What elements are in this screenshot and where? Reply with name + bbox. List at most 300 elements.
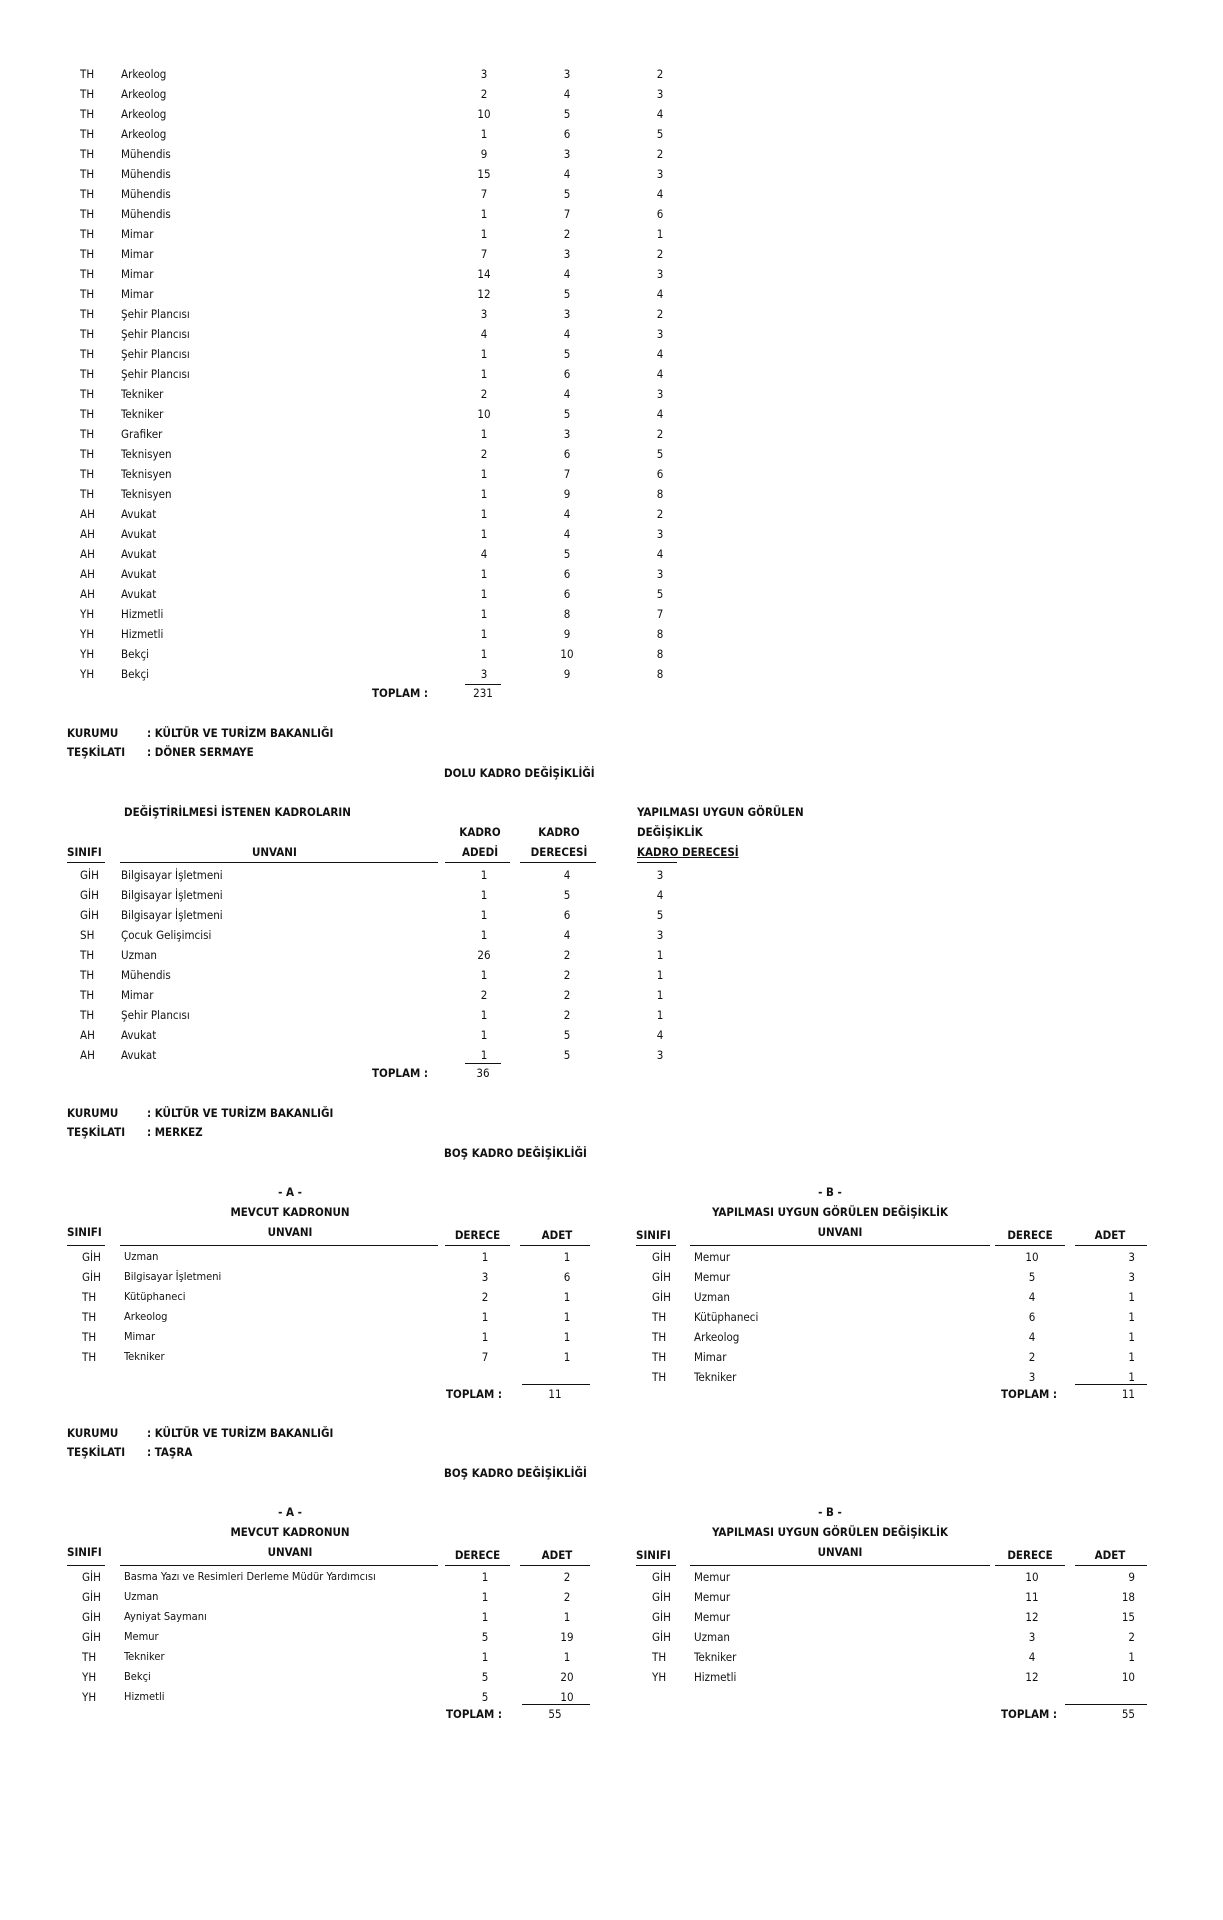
row-kadro-derecesi: 4 [563, 167, 571, 181]
left-row-unvani: Tekniker [124, 1650, 165, 1663]
row-sinifi: YH [80, 607, 95, 621]
row-kadro-adedi: 7 [480, 187, 488, 201]
right-row-unvani: Arkeolog [694, 1330, 740, 1344]
row-kadro-adedi: 1 [480, 227, 488, 241]
kurumu-value: : KÜLTÜR VE TURİZM BAKANLIĞI [147, 726, 334, 740]
row-uygun-derece: 7 [656, 607, 664, 621]
left-row-unvani: Arkeolog [124, 1310, 168, 1323]
row-sinifi: TH [80, 247, 95, 261]
row-kadro-adedi: 15 [477, 167, 491, 181]
teskilati-label: TEŞKİLATI [67, 745, 126, 759]
row-kadro-derecesi: 4 [563, 868, 571, 882]
row-kadro-derecesi: 2 [563, 968, 571, 982]
table-row [0, 1005, 1223, 1025]
right-header-sinifi: SINIFI [636, 1228, 671, 1242]
row-unvani: Arkeolog [121, 67, 167, 81]
left-header-adet: ADET [541, 1228, 573, 1242]
left-total-label: TOPLAM : [446, 1387, 503, 1401]
right-header-derece: DERECE [1007, 1228, 1053, 1242]
table-row [0, 364, 1223, 384]
right-row-unvani: Mimar [694, 1350, 727, 1364]
header-right-line3: KADRO DERECESİ [637, 845, 739, 859]
row-uygun-derece: 3 [656, 267, 664, 281]
row-uygun-derece: 2 [656, 427, 664, 441]
row-kadro-derecesi: 9 [563, 487, 571, 501]
row-unvani: Şehir Plancısı [121, 1008, 190, 1022]
row-sinifi: AH [80, 547, 95, 561]
rule-kadro-adedi [445, 862, 510, 863]
right-row-derece: 10 [1025, 1250, 1039, 1264]
left-row-sinifi: GİH [82, 1630, 101, 1644]
row-uygun-derece: 2 [656, 507, 664, 521]
left-row-sinifi: GİH [82, 1610, 101, 1624]
left-row-adet: 2 [563, 1590, 571, 1604]
header-right-line1: YAPILMASI UYGUN GÖRÜLEN [637, 805, 804, 819]
row-unvani: Hizmetli [121, 627, 164, 641]
row-kadro-derecesi: 7 [563, 467, 571, 481]
left-header-unvani: UNVANI [267, 1225, 313, 1239]
row-unvani: Mühendis [121, 207, 171, 221]
table-row [0, 1567, 1223, 1587]
table-row [0, 264, 1223, 284]
table-row [0, 604, 1223, 624]
table-row [0, 84, 1223, 104]
part-a-title: MEVCUT KADRONUN [230, 1525, 350, 1539]
row-uygun-derece: 3 [656, 1048, 664, 1062]
row-unvani: Bekçi [121, 667, 150, 681]
part-a-mark: - A - [278, 1185, 302, 1199]
row-kadro-derecesi: 4 [563, 507, 571, 521]
left-row-adet: 1 [563, 1290, 571, 1304]
row-sinifi: TH [80, 487, 95, 501]
row-uygun-derece: 8 [656, 647, 664, 661]
row-kadro-adedi: 1 [480, 127, 488, 141]
left-row-adet: 1 [563, 1250, 571, 1264]
row-kadro-derecesi: 2 [563, 988, 571, 1002]
row-kadro-adedi: 1 [480, 507, 488, 521]
row-kadro-adedi: 1 [480, 487, 488, 501]
row-sinifi: SH [80, 928, 95, 942]
row-uygun-derece: 2 [656, 67, 664, 81]
table-row [0, 624, 1223, 644]
row-kadro-adedi: 9 [480, 147, 488, 161]
row-kadro-adedi: 1 [480, 928, 488, 942]
header-kadro-adedi-2: ADEDİ [461, 845, 499, 859]
row-kadro-derecesi: 4 [563, 527, 571, 541]
row-unvani: Mimar [121, 227, 154, 241]
left-row-sinifi: TH [82, 1330, 97, 1344]
row-kadro-derecesi: 2 [563, 1008, 571, 1022]
teskilati-label: TEŞKİLATI [67, 1125, 126, 1139]
row-unvani: Grafiker [121, 427, 163, 441]
right-row-sinifi: GİH [652, 1570, 671, 1584]
row-sinifi: TH [80, 67, 95, 81]
row-uygun-derece: 1 [656, 227, 664, 241]
row-uygun-derece: 8 [656, 667, 664, 681]
row-unvani: Avukat [121, 1028, 157, 1042]
left-row-adet: 1 [563, 1310, 571, 1324]
teskilati-value: : TAŞRA [147, 1445, 193, 1459]
row-sinifi: AH [80, 507, 95, 521]
row-uygun-derece: 4 [656, 187, 664, 201]
row-kadro-adedi: 3 [480, 667, 488, 681]
right-row-unvani: Memur [694, 1610, 731, 1624]
left-header-unvani: UNVANI [267, 1545, 313, 1559]
left-row-derece: 1 [481, 1250, 489, 1264]
row-kadro-adedi: 1 [480, 908, 488, 922]
row-kadro-derecesi: 9 [563, 627, 571, 641]
row-kadro-derecesi: 8 [563, 607, 571, 621]
table-row [0, 544, 1223, 564]
row-unvani: Tekniker [121, 407, 164, 421]
row-uygun-derece: 4 [656, 107, 664, 121]
left-row-unvani: Hizmetli [124, 1690, 165, 1703]
row-unvani: Hizmetli [121, 607, 164, 621]
row-uygun-derece: 5 [656, 908, 664, 922]
row-uygun-derece: 1 [656, 948, 664, 962]
row-kadro-derecesi: 5 [563, 888, 571, 902]
left-row-derece: 2 [481, 1290, 489, 1304]
left-row-adet: 6 [563, 1270, 571, 1284]
left-row-derece: 7 [481, 1350, 489, 1364]
table-row [0, 244, 1223, 264]
table-row [0, 885, 1223, 905]
left-row-derece: 1 [481, 1650, 489, 1664]
table-row [0, 905, 1223, 925]
row-unvani: Mimar [121, 287, 154, 301]
row-uygun-derece: 4 [656, 547, 664, 561]
row-kadro-adedi: 2 [480, 87, 488, 101]
left-row-unvani: Bekçi [124, 1670, 151, 1683]
left-row-sinifi: TH [82, 1650, 97, 1664]
row-unvani: Mühendis [121, 187, 171, 201]
table-row [0, 1307, 1223, 1327]
row-uygun-derece: 1 [656, 988, 664, 1002]
row-uygun-derece: 3 [656, 928, 664, 942]
row-uygun-derece: 3 [656, 167, 664, 181]
row-unvani: Mimar [121, 267, 154, 281]
left-row-derece: 5 [481, 1670, 489, 1684]
right-total-rule [1065, 1704, 1147, 1705]
header-kadro-adedi-1: KADRO [459, 825, 501, 839]
right-header-unvani: UNVANI [817, 1225, 863, 1239]
table-row [0, 504, 1223, 524]
left-header-adet: ADET [541, 1548, 573, 1562]
rule [520, 1565, 590, 1566]
section1-total-value: 36 [476, 1066, 490, 1080]
left-row-sinifi: TH [82, 1290, 97, 1304]
table-row [0, 965, 1223, 985]
row-kadro-adedi: 1 [480, 607, 488, 621]
row-kadro-adedi: 2 [480, 387, 488, 401]
row-sinifi: AH [80, 1048, 95, 1062]
left-row-sinifi: GİH [82, 1250, 101, 1264]
header-right-line2: DEĞİŞİKLİK [637, 825, 703, 839]
rule-kadro-derecesi [520, 862, 596, 863]
kurumu-value: : KÜLTÜR VE TURİZM BAKANLIĞI [147, 1426, 334, 1440]
right-row-sinifi: YH [652, 1670, 667, 1684]
row-uygun-derece: 5 [656, 127, 664, 141]
left-row-sinifi: YH [82, 1690, 97, 1704]
right-row-adet: 9 [1128, 1570, 1135, 1584]
part-b-title: YAPILMASI UYGUN GÖRÜLEN DEĞİŞİKLİK [711, 1525, 948, 1539]
row-sinifi: TH [80, 1008, 95, 1022]
right-row-unvani: Memur [694, 1570, 731, 1584]
left-row-adet: 1 [563, 1350, 571, 1364]
row-uygun-derece: 3 [656, 387, 664, 401]
row-unvani: Şehir Plancısı [121, 367, 190, 381]
row-unvani: Şehir Plancısı [121, 347, 190, 361]
row-sinifi: YH [80, 647, 95, 661]
row-sinifi: TH [80, 948, 95, 962]
right-row-derece: 12 [1025, 1610, 1039, 1624]
row-sinifi: TH [80, 227, 95, 241]
row-kadro-derecesi: 6 [563, 127, 571, 141]
rule [995, 1245, 1065, 1246]
table-row [0, 1667, 1223, 1687]
row-unvani: Çocuk Gelişimcisi [121, 928, 212, 942]
right-total-value: 11 [1121, 1387, 1135, 1401]
row-unvani: Mimar [121, 988, 154, 1002]
table-row [0, 564, 1223, 584]
part-b-mark: - B - [818, 1185, 842, 1199]
right-row-sinifi: TH [652, 1370, 667, 1384]
row-uygun-derece: 3 [656, 87, 664, 101]
row-kadro-derecesi: 5 [563, 347, 571, 361]
right-row-adet: 3 [1128, 1270, 1135, 1284]
table-row [0, 484, 1223, 504]
row-unvani: Avukat [121, 507, 157, 521]
right-row-sinifi: TH [652, 1350, 667, 1364]
row-unvani: Teknisyen [121, 487, 172, 501]
left-row-unvani: Mimar [124, 1330, 156, 1343]
right-row-adet: 1 [1128, 1290, 1135, 1304]
row-unvani: Mühendis [121, 147, 171, 161]
row-uygun-derece: 1 [656, 1008, 664, 1022]
table-row [0, 925, 1223, 945]
right-row-adet: 1 [1128, 1310, 1135, 1324]
left-row-adet: 1 [563, 1650, 571, 1664]
table-row [0, 324, 1223, 344]
row-sinifi: TH [80, 427, 95, 441]
left-row-adet: 1 [563, 1610, 571, 1624]
row-uygun-derece: 4 [656, 287, 664, 301]
row-kadro-adedi: 2 [480, 988, 488, 1002]
right-header-adet: ADET [1094, 1548, 1126, 1562]
rule [445, 1245, 510, 1246]
row-sinifi: TH [80, 87, 95, 101]
row-kadro-derecesi: 4 [563, 327, 571, 341]
right-row-derece: 4 [1028, 1290, 1036, 1304]
row-kadro-derecesi: 3 [563, 247, 571, 261]
row-kadro-derecesi: 3 [563, 67, 571, 81]
row-sinifi: TH [80, 167, 95, 181]
right-row-derece: 5 [1028, 1270, 1036, 1284]
table-row [0, 1627, 1223, 1647]
table-row [0, 1647, 1223, 1667]
section-title: BOŞ KADRO DEĞİŞİKLİĞİ [444, 1466, 587, 1480]
row-kadro-derecesi: 6 [563, 908, 571, 922]
row-uygun-derece: 3 [656, 567, 664, 581]
row-kadro-adedi: 4 [480, 547, 488, 561]
row-kadro-adedi: 10 [477, 107, 491, 121]
right-header-unvani: UNVANI [817, 1545, 863, 1559]
right-row-sinifi: GİH [652, 1630, 671, 1644]
row-uygun-derece: 5 [656, 587, 664, 601]
row-kadro-adedi: 1 [480, 1028, 488, 1042]
table-row [0, 124, 1223, 144]
teskilati-label: TEŞKİLATI [67, 1445, 126, 1459]
left-total-value: 11 [548, 1387, 562, 1401]
right-header-derece: DERECE [1007, 1548, 1053, 1562]
right-row-unvani: Uzman [694, 1630, 730, 1644]
rule [995, 1565, 1065, 1566]
row-uygun-derece: 1 [656, 968, 664, 982]
row-sinifi: TH [80, 327, 95, 341]
row-kadro-adedi: 4 [480, 327, 488, 341]
part-b-mark: - B - [818, 1505, 842, 1519]
rule [1075, 1565, 1147, 1566]
part-b-title: YAPILMASI UYGUN GÖRÜLEN DEĞİŞİKLİK [711, 1205, 948, 1219]
row-kadro-adedi: 1 [480, 968, 488, 982]
row-kadro-adedi: 1 [480, 587, 488, 601]
row-sinifi: TH [80, 107, 95, 121]
table-row [0, 945, 1223, 965]
section1-total-rule [465, 1063, 501, 1064]
left-row-sinifi: TH [82, 1350, 97, 1364]
table-row [0, 1025, 1223, 1045]
right-total-label: TOPLAM : [1001, 1387, 1058, 1401]
left-row-sinifi: TH [82, 1310, 97, 1324]
table-row [0, 584, 1223, 604]
right-row-sinifi: GİH [652, 1250, 671, 1264]
section0-total-rule [465, 684, 501, 685]
section0-total-value: 231 [473, 686, 493, 700]
header-kadro-derecesi-1: KADRO [538, 825, 580, 839]
left-row-derece: 3 [481, 1270, 489, 1284]
row-kadro-adedi: 1 [480, 527, 488, 541]
left-row-derece: 5 [481, 1690, 489, 1704]
row-kadro-adedi: 1 [480, 567, 488, 581]
left-row-derece: 1 [481, 1330, 489, 1344]
row-kadro-derecesi: 6 [563, 567, 571, 581]
right-row-derece: 10 [1025, 1570, 1039, 1584]
header-sinifi: SINIFI [67, 845, 102, 859]
row-unvani: Mühendis [121, 968, 171, 982]
row-sinifi: TH [80, 267, 95, 281]
row-uygun-derece: 2 [656, 247, 664, 261]
row-kadro-adedi: 1 [480, 367, 488, 381]
row-sinifi: AH [80, 527, 95, 541]
row-uygun-derece: 4 [656, 888, 664, 902]
left-row-derece: 5 [481, 1630, 489, 1644]
row-unvani: Avukat [121, 587, 157, 601]
table-row [0, 284, 1223, 304]
right-row-derece: 11 [1025, 1590, 1039, 1604]
row-kadro-derecesi: 5 [563, 407, 571, 421]
right-row-derece: 3 [1028, 1370, 1036, 1384]
table-row [0, 644, 1223, 664]
right-row-unvani: Memur [694, 1590, 731, 1604]
table-row [0, 1327, 1223, 1347]
row-sinifi: TH [80, 207, 95, 221]
row-uygun-derece: 3 [656, 527, 664, 541]
row-unvani: Bilgisayar İşletmeni [121, 868, 223, 882]
row-kadro-derecesi: 5 [563, 107, 571, 121]
kurumu-label: KURUMU [67, 1106, 119, 1120]
row-kadro-adedi: 12 [477, 287, 491, 301]
row-unvani: Mimar [121, 247, 154, 261]
table-row [0, 144, 1223, 164]
row-unvani: Uzman [121, 948, 157, 962]
row-unvani: Mühendis [121, 167, 171, 181]
row-sinifi: TH [80, 307, 95, 321]
row-sinifi: TH [80, 367, 95, 381]
row-unvani: Bekçi [121, 647, 150, 661]
right-row-unvani: Hizmetli [694, 1670, 737, 1684]
table-row [0, 985, 1223, 1005]
table-row [0, 184, 1223, 204]
rule [690, 1565, 990, 1566]
row-kadro-derecesi: 5 [563, 1028, 571, 1042]
row-uygun-derece: 6 [656, 467, 664, 481]
table-row [0, 1607, 1223, 1627]
row-uygun-derece: 6 [656, 207, 664, 221]
row-unvani: Bilgisayar İşletmeni [121, 888, 223, 902]
row-uygun-derece: 5 [656, 447, 664, 461]
right-row-sinifi: GİH [652, 1610, 671, 1624]
row-sinifi: YH [80, 667, 95, 681]
row-unvani: Avukat [121, 547, 157, 561]
table-row [0, 464, 1223, 484]
table-row [0, 865, 1223, 885]
row-uygun-derece: 4 [656, 347, 664, 361]
row-sinifi: GİH [80, 888, 99, 902]
row-kadro-adedi: 1 [480, 467, 488, 481]
rule-sinifi [67, 862, 105, 863]
row-kadro-adedi: 1 [480, 427, 488, 441]
table-row [0, 1587, 1223, 1607]
row-unvani: Şehir Plancısı [121, 307, 190, 321]
left-row-sinifi: GİH [82, 1270, 101, 1284]
left-header-derece: DERECE [454, 1228, 501, 1242]
table-row [0, 1247, 1223, 1267]
kurumu-label: KURUMU [67, 726, 119, 740]
row-kadro-derecesi: 4 [563, 387, 571, 401]
left-row-unvani: Uzman [124, 1250, 159, 1263]
row-sinifi: TH [80, 127, 95, 141]
row-kadro-derecesi: 3 [563, 147, 571, 161]
kurumu-label: KURUMU [67, 1426, 119, 1440]
table-row [0, 524, 1223, 544]
left-row-unvani: Memur [124, 1630, 159, 1643]
row-kadro-adedi: 1 [480, 1048, 488, 1062]
left-row-unvani: Ayniyat Saymanı [124, 1610, 207, 1623]
row-kadro-derecesi: 9 [563, 667, 571, 681]
right-row-unvani: Tekniker [694, 1370, 737, 1384]
row-sinifi: AH [80, 587, 95, 601]
rule [690, 1245, 990, 1246]
right-row-adet: 10 [1121, 1670, 1135, 1684]
row-kadro-adedi: 10 [477, 407, 491, 421]
left-header-sinifi: SINIFI [67, 1225, 102, 1239]
rule [445, 1565, 510, 1566]
row-kadro-adedi: 1 [480, 627, 488, 641]
rule-unvani [120, 862, 438, 863]
row-uygun-derece: 2 [656, 307, 664, 321]
right-row-sinifi: GİH [652, 1290, 671, 1304]
row-sinifi: TH [80, 968, 95, 982]
